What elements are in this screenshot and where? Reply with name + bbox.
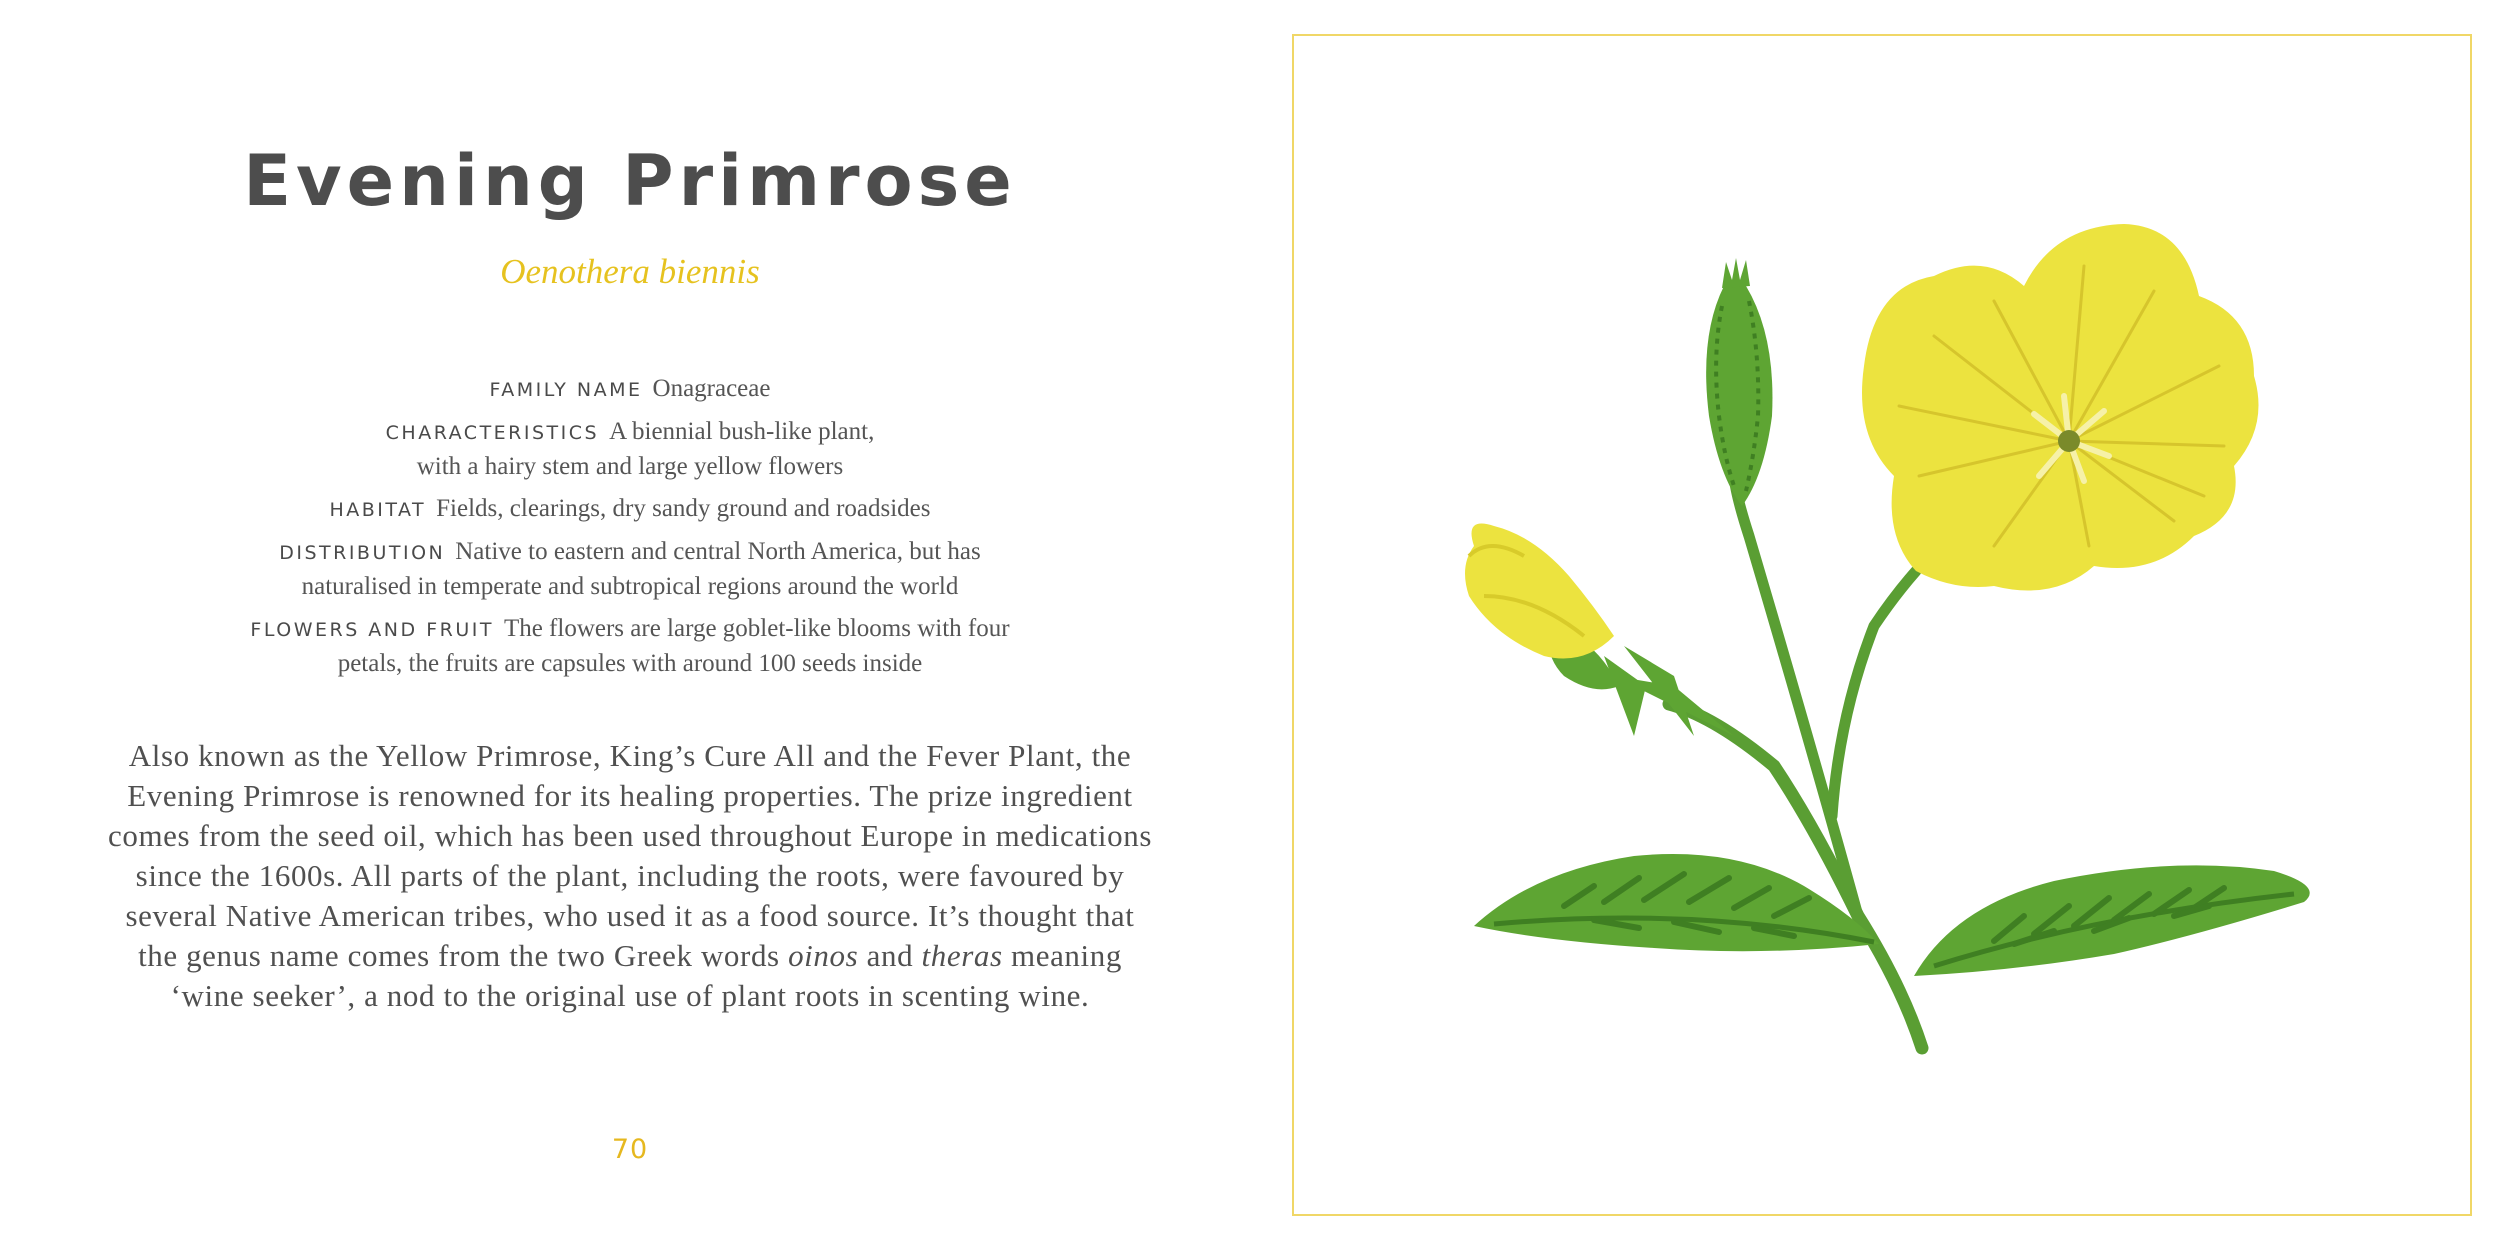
- latin-name: Oenothera biennis: [500, 252, 760, 291]
- body-text-part: meaning ‘wine seeker’, a nod to the original use of plant roots in scenting wine.: [170, 938, 1122, 1013]
- flower-icon: [1862, 224, 2259, 591]
- fact-label: HABITAT: [329, 499, 427, 521]
- body-italic-word: theras: [921, 938, 1003, 973]
- fact-label: CHARACTERISTICS: [385, 422, 600, 444]
- fact-label: FAMILY NAME: [489, 379, 643, 401]
- body-text-part: Also known as the Yellow Primrose, King’s Cure All and the Fever Plant, the Evening Primrose is renowned for its healing properties. The prize ingredient comes from the seed oil, which has been used throughout Europe in medications since the 1600s. All parts of the plant, including the roots, were favoured by several Native American tribes, who used it as a food source. It’s thought that the genus name comes from the two Greek words: [108, 738, 1152, 973]
- seed-capsule-icon: [1706, 258, 1772, 506]
- leaf-icon: [1914, 865, 2310, 976]
- fact-characteristics: [180, 415, 1080, 484]
- stem-icon: [1669, 476, 1922, 1048]
- fact-value: A biennial bush-like plant, with a hairy stem and large yellow flowers: [416, 418, 875, 480]
- fact-value: Native to eastern and central North America, but has naturalised in temperate and subtropical regions around the world: [301, 538, 981, 600]
- flower-bud-icon: [1465, 524, 1734, 737]
- illustration-frame: [1292, 34, 2472, 1216]
- evening-primrose-illustration: [1294, 36, 2470, 1214]
- fact-value: Fields, clearings, dry sandy ground and roadsides: [436, 495, 931, 522]
- fact-value: Onagraceae: [652, 375, 771, 402]
- plant-facts: [180, 372, 1080, 689]
- fact-label: DISTRIBUTION: [279, 542, 446, 564]
- fact-habitat: [180, 492, 1080, 527]
- page-number: 70: [611, 1134, 649, 1165]
- fact-distribution: [180, 535, 1080, 604]
- body-paragraph: [105, 736, 1155, 1016]
- fact-value: The flowers are large goblet-like blooms with four petals, the fruits are capsules with around 100 seeds inside: [337, 615, 1010, 677]
- body-text-part: and: [858, 938, 922, 973]
- body-italic-word: oinos: [788, 938, 859, 973]
- fact-flowers-and-fruit: [180, 612, 1080, 681]
- fact-family-name: [180, 372, 1080, 407]
- page-title: Evening Primrose: [243, 140, 1017, 222]
- fact-label: FLOWERS AND FRUIT: [250, 619, 494, 641]
- leaf-icon: [1474, 854, 1879, 951]
